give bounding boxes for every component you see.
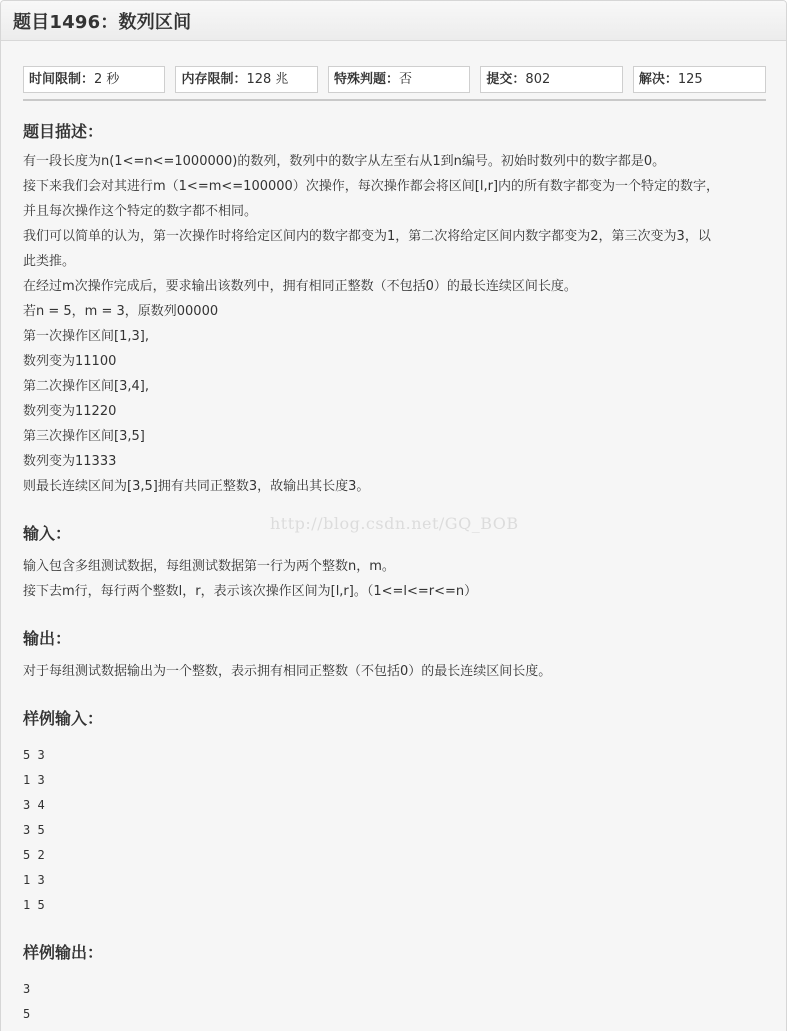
description-line: 在经过m次操作完成后，要求输出该数列中，拥有相同正整数（不包括0）的最长连续区间长度。 (23, 279, 577, 294)
sample-input-line: 1 3 (23, 773, 45, 787)
description-line: 若n = 5，m = 3，原数列00000 (23, 304, 219, 319)
stat-value: 否 (398, 72, 412, 87)
sample-input-title: 样例输入： (23, 709, 104, 728)
description-line: 数列变为11333 (23, 454, 117, 469)
input-line: 接下去m行，每行两个整数l，r，表示该次操作区间为[l,r]。（1<=l<=r<=n） (23, 584, 478, 599)
sample-input-line: 5 2 (23, 848, 45, 862)
description-line: 并且每次操作这个特定的数字都不相同。 (23, 204, 258, 219)
description-line: 我们可以简单的认为，第一次操作时将给定区间内的数字都变为1，第二次将给定区间内数字都变为2，第三次变为3，以 (23, 229, 711, 244)
output-body (23, 659, 766, 684)
description-line: 第二次操作区间[3,4], (23, 379, 149, 394)
sample-input-line: 3 4 (23, 798, 45, 812)
sample-output-body (23, 977, 766, 1027)
sample-input-line: 3 5 (23, 823, 45, 837)
sample-output-line: 3 (23, 982, 31, 996)
input-title: 输入： (23, 524, 72, 543)
stat-key: 特殊判题： (333, 72, 399, 87)
stat-special-judge (328, 66, 470, 93)
stat-key: 时间限制： (29, 72, 95, 87)
stat-value: 802 (525, 72, 551, 87)
input-line: 输入包含多组测试数据，每组测试数据第一行为两个整数n，m。 (23, 559, 395, 574)
stat-value: 2 秒 (94, 72, 120, 87)
sample-input-line: 5 3 (23, 748, 45, 762)
description-line: 数列变为11220 (23, 404, 117, 419)
description-line: 则最长连续区间为[3,5]拥有共同正整数3，故输出其长度3。 (23, 479, 370, 494)
stat-key: 内存限制： (181, 72, 247, 87)
page-title: 题目1496：数列区间 (13, 11, 192, 33)
sample-output-title: 样例输出： (23, 943, 104, 962)
sample-input-line: 1 5 (23, 898, 45, 912)
stat-memory-limit (175, 66, 317, 93)
stat-key: 解决： (638, 72, 678, 87)
panel-heading (1, 1, 786, 41)
description-line: 第一次操作区间[1,3], (23, 329, 149, 344)
sample-output-line: 5 (23, 1007, 31, 1021)
description-line: 第三次操作区间[3,5] (23, 429, 145, 444)
watermark: http://blog.csdn.net/GQ_BOB (270, 514, 519, 533)
output-title: 输出： (23, 629, 72, 648)
sample-input-body (23, 743, 766, 918)
description-body (23, 149, 766, 499)
description-line: 此类推。 (23, 254, 76, 269)
stat-key: 提交： (486, 72, 526, 87)
stat-value: 128 兆 (246, 72, 289, 87)
stat-value: 125 (677, 72, 703, 87)
description-line: 接下来我们会对其进行m（1<=m<=100000）次操作，每次操作都会将区间[l,r]内的所有数字都变为一个特定的数字， (23, 179, 720, 194)
description-line: 数列变为11100 (23, 354, 117, 369)
stats-bar (23, 66, 766, 101)
panel-body (1, 66, 786, 1027)
stat-time-limit (23, 66, 165, 93)
description-line: 有一段长度为n(1<=n<=1000000)的数列，数列中的数字从左至右从1到n编号。初始时数列中的数字都是0。 (23, 154, 666, 169)
input-body (23, 554, 766, 604)
stat-submissions (480, 66, 622, 93)
stat-solved (633, 66, 766, 93)
sample-input-line: 1 3 (23, 873, 45, 887)
output-line: 对于每组测试数据输出为一个整数，表示拥有相同正整数（不包括0）的最长连续区间长度。 (23, 664, 552, 679)
description-title: 题目描述： (23, 122, 104, 141)
